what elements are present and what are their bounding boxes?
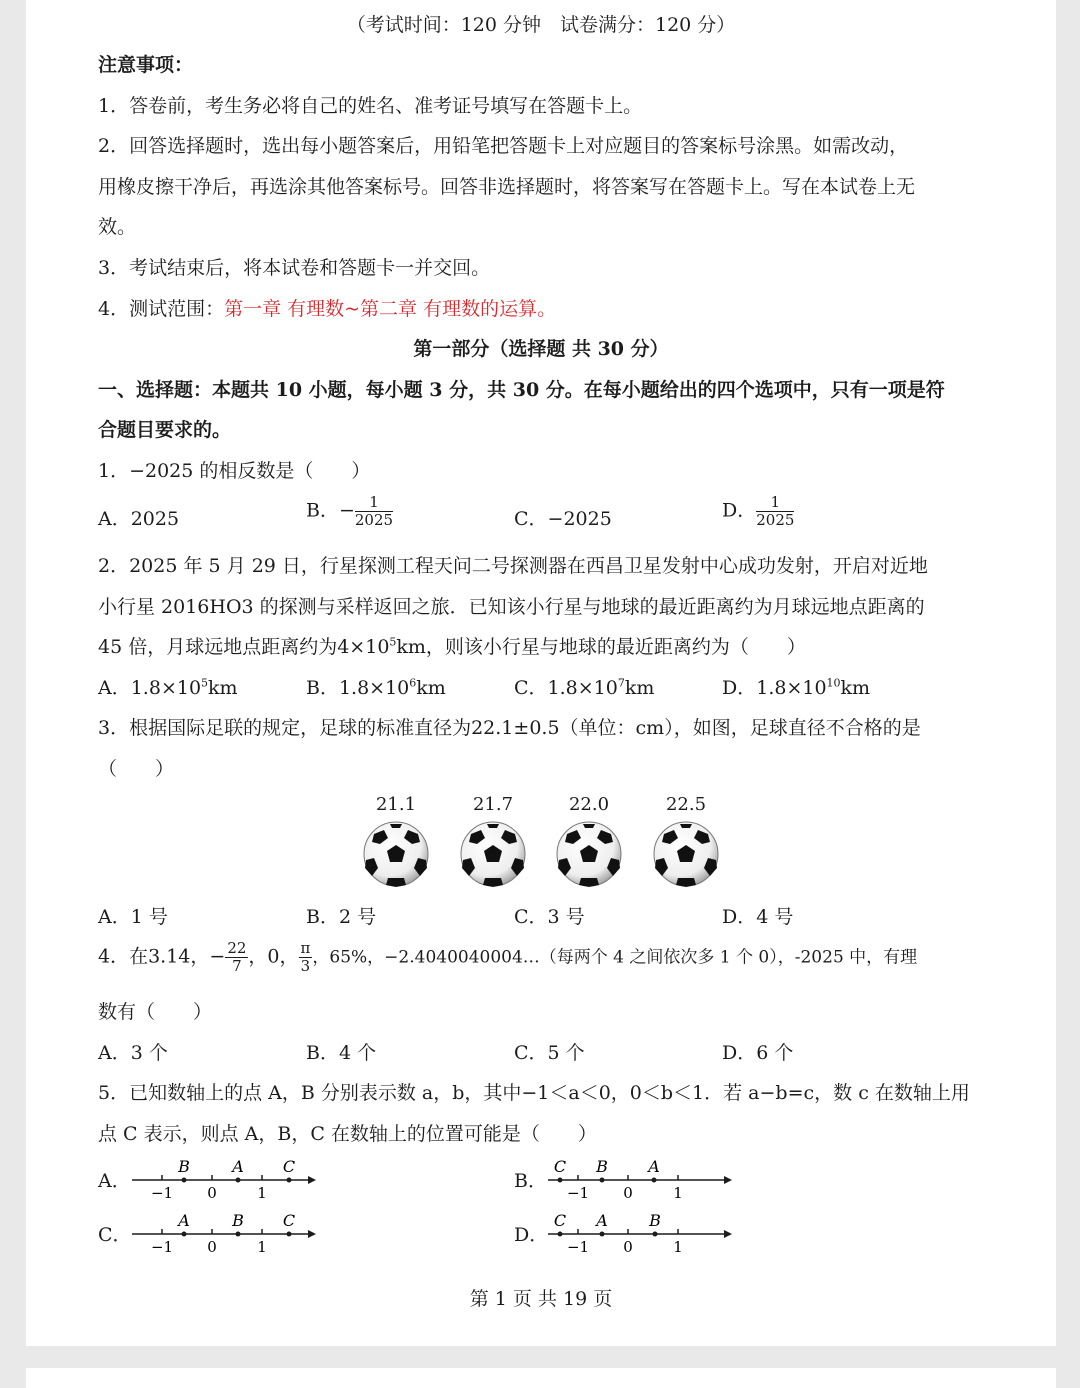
number-line — [98, 1206, 338, 1254]
number-line-point — [287, 1178, 292, 1183]
soccer-ball-3-icon — [557, 822, 621, 887]
q1-option-b-fraction — [355, 494, 393, 529]
number-line-point-label: C — [553, 1211, 567, 1230]
q2-stem-c-suffix: km，则该小行星与地球的最近距离约为（ ） — [396, 636, 806, 658]
soccer-ball-2-icon — [461, 822, 525, 887]
number-line-tick-label: 0 — [207, 1238, 217, 1254]
number-line-point — [600, 1178, 605, 1183]
q1-option-d-fraction — [756, 494, 794, 529]
q5-option-d — [514, 1206, 754, 1254]
number-line-point-label: A — [232, 1157, 244, 1176]
exponent: 10 — [826, 676, 841, 690]
soccer-balls-figure — [98, 818, 984, 890]
number-line-point-label: A — [596, 1211, 608, 1230]
fraction-numerator: π — [300, 939, 311, 957]
page-footer: 第 1 页 共 19 页 — [469, 1288, 613, 1310]
number-line-point — [653, 1232, 658, 1237]
ball-2-diameter: 21.7 — [472, 794, 514, 815]
number-line-tick-label: −1 — [566, 1238, 590, 1254]
ball-1-diameter: 21.1 — [375, 794, 417, 815]
q1-option-a: A．2025 — [98, 508, 180, 530]
exponent: 7 — [617, 676, 625, 690]
q3-option-b: B．2 号 — [306, 906, 377, 928]
q2-option-a — [98, 673, 238, 700]
q2-option-b — [306, 673, 446, 700]
arrow-right-icon — [308, 1230, 316, 1238]
q1-option-d-label: D． — [722, 499, 757, 522]
exponent: 5 — [201, 676, 209, 690]
number-line-point — [182, 1232, 187, 1237]
q4-option-c: C．5 个 — [514, 1042, 585, 1064]
exam-info: （考试时间：120 分钟 试卷满分：120 分） — [346, 14, 736, 36]
notice-item-2b: 用橡皮擦干净后，再选涂其他答案标号。回答非选择题时，将答案写在答题卡上。写在本试卷上无 — [98, 176, 916, 198]
option-base: D．1.8×10 — [722, 677, 827, 699]
q2-stem-c — [98, 632, 806, 659]
option-base: C．1.8×10 — [514, 677, 618, 699]
q3-option-c: C．3 号 — [514, 906, 585, 928]
fraction-denominator: 3 — [300, 957, 311, 975]
arrow-right-icon — [724, 1176, 732, 1184]
q3-stem-a: 3．根据国际足联的规定，足球的标准直径为22.1±0.5（单位：cm），如图，足球直径不合格的是 — [98, 717, 921, 739]
number-line-point-label: C — [553, 1157, 567, 1176]
q4-fraction-1 — [225, 940, 248, 975]
q2-stem-a: 2．2025 年 5 月 29 日，行星探测工程天问二号探测器在西昌卫星发射中心成功发射，开启对近地 — [98, 555, 928, 577]
number-line-point — [558, 1232, 563, 1237]
q2-option-d — [722, 673, 870, 700]
q4-option-d: D．6 个 — [722, 1042, 794, 1064]
number-line-point-label: B — [178, 1157, 190, 1176]
number-line-tick-label: −1 — [150, 1184, 174, 1200]
q4-stem-b: 数有（ ） — [98, 1001, 213, 1023]
q1-option-c: C．−2025 — [514, 508, 612, 530]
q2-stem-b: 小行星 2016HO3 的探测与采样返回之旅．已知该小行星与地球的最近距离约为月球远地点距离的 — [98, 596, 925, 618]
number-line — [514, 1206, 754, 1254]
number-line-point — [600, 1232, 605, 1237]
fraction-numerator: 1 — [756, 494, 794, 512]
number-line-point-label: C — [282, 1211, 296, 1230]
ball-4-diameter: 22.5 — [665, 794, 707, 815]
q3-option-d: D．4 号 — [722, 906, 794, 928]
q5-option-a — [98, 1152, 338, 1200]
number-line-point — [287, 1232, 292, 1237]
fraction-denominator: 2025 — [354, 511, 394, 529]
number-line-point — [652, 1178, 657, 1183]
notice-item-2a: 2．回答选择题时，选出每小题答案后，用铅笔把答题卡上对应题目的答案标号涂黑。如需改动， — [98, 135, 909, 157]
q4-stem-suffix: ，65%，−2.4040040004…（每两个 4 之间依次多 1 个 0），-2025 中，有理 — [312, 947, 918, 968]
q4-option-b: B．4 个 — [306, 1042, 377, 1064]
option-base: B．1.8×10 — [306, 677, 410, 699]
number-line-tick-label: 0 — [207, 1184, 217, 1200]
q2-option-c — [514, 673, 654, 700]
soccer-ball-4-icon — [654, 822, 718, 887]
notice-item-3: 3．考试结束后，将本试卷和答题卡一并交回。 — [98, 257, 491, 279]
exam-page — [26, 0, 1056, 1346]
number-line-tick-label: −1 — [150, 1238, 174, 1254]
exponent: 6 — [409, 676, 417, 690]
q3-option-a: A．1 号 — [98, 906, 168, 928]
number-line-point-label: C — [282, 1157, 296, 1176]
number-line-point — [236, 1232, 241, 1237]
number-line-tick-label: 1 — [257, 1184, 267, 1200]
q4-stem-mid: ，0， — [248, 945, 299, 968]
q5-option-label: D． — [514, 1224, 549, 1246]
fraction-numerator: 1 — [355, 494, 393, 512]
notice-title: 注意事项： — [98, 54, 194, 76]
number-line — [514, 1152, 754, 1200]
ball-3-diameter: 22.0 — [568, 794, 610, 815]
q5-option-label: C． — [98, 1224, 132, 1246]
option-unit: km — [840, 677, 871, 699]
option-unit: km — [208, 677, 238, 699]
q5-stem-a: 5．已知数轴上的点 A，B 分别表示数 a，b，其中−1＜a＜0，0＜b＜1．若 a−b=c，数 c 在数轴上用 — [98, 1082, 970, 1104]
fraction-denominator: 2025 — [756, 511, 795, 529]
fraction-numerator: 22 — [227, 939, 247, 957]
q5-option-c — [98, 1206, 338, 1254]
q4-stem-prefix: 4．在3.14，− — [98, 945, 226, 968]
q1-option-b — [306, 494, 393, 529]
notice-item-4-prefix: 4．测试范围： — [98, 298, 225, 320]
number-line-point-label: B — [596, 1157, 608, 1176]
number-line-point-label: A — [178, 1211, 190, 1230]
number-line-tick-label: −1 — [566, 1184, 590, 1200]
q4-option-a: A．3 个 — [98, 1042, 168, 1064]
option-unit: km — [416, 677, 446, 699]
number-line-tick-label: 0 — [623, 1238, 633, 1254]
fraction-denominator: 7 — [232, 957, 242, 975]
number-line-point — [236, 1178, 241, 1183]
q5-option-b — [514, 1152, 754, 1200]
number-line-tick-label: 0 — [623, 1184, 633, 1200]
arrow-right-icon — [724, 1230, 732, 1238]
notice-item-4 — [98, 294, 556, 321]
q4-fraction-2 — [299, 940, 313, 975]
q4-stem-a — [98, 940, 917, 975]
part1-title: 第一部分（选择题 共 30 分） — [413, 338, 669, 360]
number-line-point-label: B — [232, 1211, 244, 1230]
soccer-ball-1-icon — [364, 822, 428, 887]
q5-stem-b: 点 C 表示，则点 A，B，C 在数轴上的位置可能是（ ） — [98, 1123, 597, 1145]
arrow-right-icon — [308, 1176, 316, 1184]
q1-option-d — [722, 494, 794, 529]
number-line-tick-label: 1 — [257, 1238, 267, 1254]
test-range: 第一章 有理数~第二章 有理数的运算。 — [224, 298, 557, 320]
q5-option-label: B． — [514, 1170, 547, 1192]
option-base: A．1.8×10 — [98, 677, 202, 699]
part1-intro-a: 一、选择题：本题共 10 小题，每小题 3 分，共 30 分。在每小题给出的四个选项中，只有一项是符 — [98, 379, 945, 401]
number-line-tick-label: 1 — [673, 1238, 683, 1254]
number-line-point-label: A — [648, 1157, 660, 1176]
q3-stem-b: （ ） — [98, 758, 175, 780]
exponent: 5 — [389, 635, 397, 649]
number-line-point-label: B — [649, 1211, 661, 1230]
number-line — [98, 1152, 338, 1200]
notice-item-1: 1．答卷前，考生务必将自己的姓名、准考证号填写在答题卡上。 — [98, 95, 643, 117]
next-page-edge — [26, 1368, 1056, 1388]
part1-intro-b: 合题目要求的。 — [98, 419, 232, 441]
number-line-tick-label: 1 — [673, 1184, 683, 1200]
notice-item-2c: 效。 — [98, 216, 137, 238]
number-line-point — [558, 1178, 563, 1183]
option-unit: km — [624, 677, 655, 699]
q1-option-b-label: B．− — [306, 499, 355, 522]
q5-option-label: A． — [98, 1170, 131, 1192]
number-line-point — [182, 1178, 187, 1183]
q1-stem: 1．−2025 的相反数是（ ） — [98, 460, 371, 482]
q2-stem-c-prefix: 45 倍，月球远地点距离约为4×10 — [98, 636, 390, 658]
